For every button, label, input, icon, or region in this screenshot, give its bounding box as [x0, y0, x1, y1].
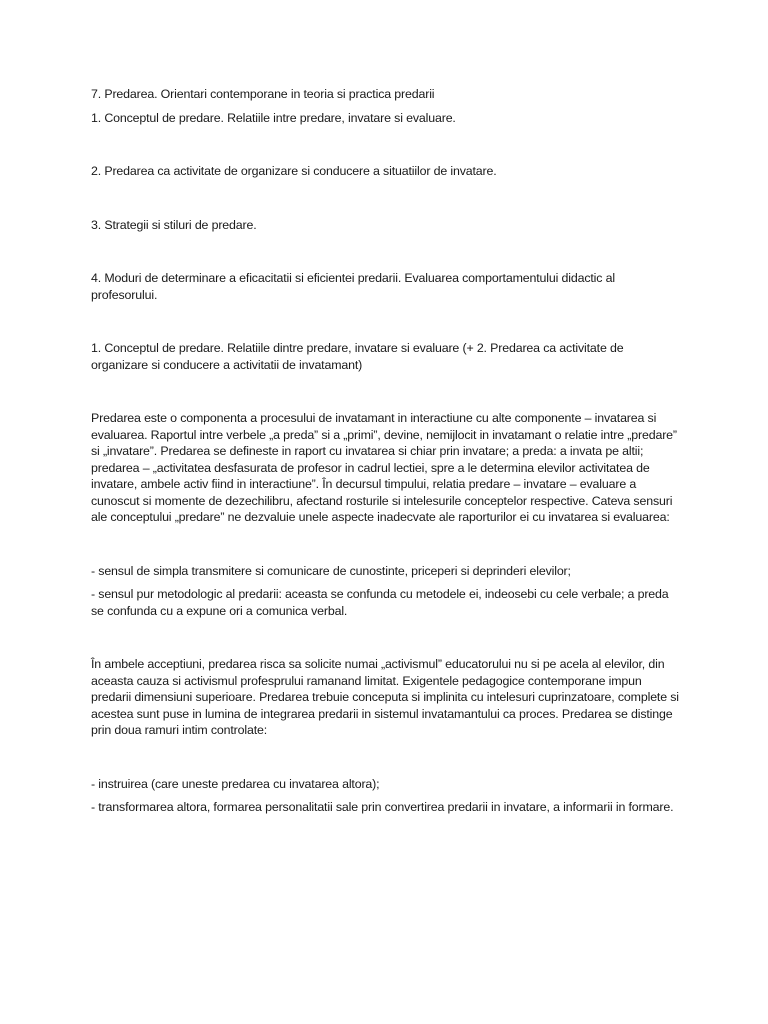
list-2-item-2: - transformarea altora, formarea personalitatii sale prin convertirea predarii in invatare, a informarii in formare. [91, 800, 674, 814]
document-title: 7. Predarea. Orientari contemporane in teoria si practica predarii [91, 87, 435, 101]
list-1-item-2: - sensul pur metodologic al predarii: aceasta se confunda cu metodele ei, indeosebi cu cele verbale; a preda se confunda cu a expune ori a comunica verbal. [91, 587, 669, 618]
section-heading: 1. Conceptul de predare. Relatiile dintre predare, invatare si evaluare (+ 2. Predarea ca activitate de organizare si conducere a activitatii de invatamant) [91, 341, 624, 372]
list-2-item-1: - instruirea (care uneste predarea cu invatarea altora); [91, 776, 380, 791]
outline-item-4: 4. Moduri de determinare a eficacitatii si eficientei predarii. Evaluarea comportamentului didactic al profesorului. [91, 271, 615, 302]
outline-item-3: 3. Strategii si stiluri de predare. [91, 217, 257, 232]
outline-item-1: 1. Conceptul de predare. Relatiile intre predare, invatare si evaluare. [91, 110, 456, 125]
paragraph-1: Predarea este o componenta a procesului de invatamant in interactiune cu alte componente – invatarea si evaluarea. Raportul intre verbele „a preda” si a „primi”, devine, nemijlocit in invatamant o relatie intre „predare” si „invatare”. Predarea se defineste in raport cu invatarea si chiar prin invatare; a preda: a invata pe altii; predarea – „activitatea desfasurata de profesor in cadrul lectiei, spre a le determina elevilor activitatea de invatare, ambele activ fiind in interactiune”. În decursul timpului, relatia predare – invatare – evaluare a cunoscut si momente de dezechilibru, afectand rosturile si intelesurile conceptelor respective. Cateva sensuri ale conceptului „predare” ne dezvaluie unele aspecte inadecvate ale raporturilor ei cu invatarea si evaluarea: [91, 411, 677, 524]
outline-item-2: 2. Predarea ca activitate de organizare si conducere a situatiilor de invatare. [91, 164, 497, 178]
list-1-item-1: - sensul de simpla transmitere si comunicare de cunostinte, priceperi si deprinderi elevilor; [91, 563, 571, 578]
paragraph-2: În ambele acceptiuni, predarea risca sa solicite numai „activismul” educatorului nu si pe acela al elevilor, din aceasta cauza si activismul profesprului ramanand limitat. Exigentele pedagogice contemporane impun predarii dimensiuni superioare. Predarea trebuie conceputa si implinita cu intelesuri cuprinzatoare, complete si acestea sunt puse in lumina de integrarea predarii in sistemul invatamantului ca proces. Predarea se distinge prin doua ramuri intim controlate: [91, 657, 679, 737]
document-body [91, 86, 679, 816]
